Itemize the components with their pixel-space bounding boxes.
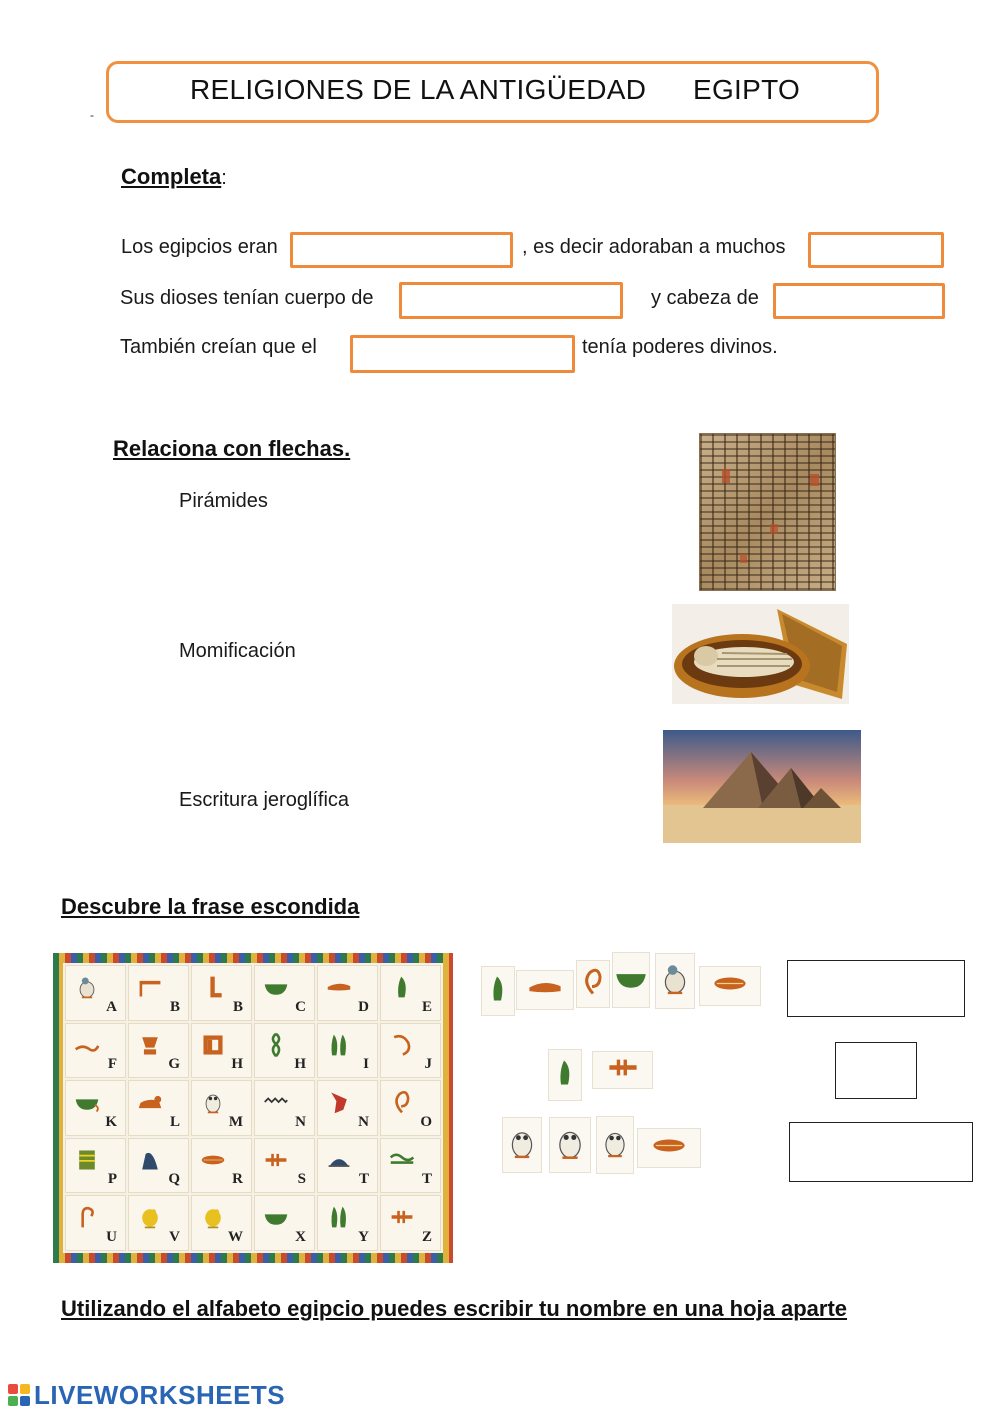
- alphabet-cell: [380, 965, 441, 1021]
- reed-icon: [389, 974, 415, 1000]
- alphabet-cell: [317, 1138, 378, 1194]
- alphabet-cell: [254, 1080, 315, 1136]
- mummy-sarcophagus-image[interactable]: [672, 604, 849, 704]
- answer-field-5[interactable]: [350, 335, 575, 373]
- final-instruction: Utilizando el alfabeto egipcio puedes escribir tu nombre en una hoja aparte: [61, 1296, 848, 1321]
- alphabet-cell: [191, 965, 252, 1021]
- alphabet-letter: Y: [358, 1228, 369, 1245]
- alphabet-letter: U: [106, 1228, 117, 1245]
- alphabet-cell: [128, 1138, 189, 1194]
- vulture-icon: [74, 974, 100, 1000]
- alphabet-letter: J: [424, 1056, 432, 1073]
- bolt-icon: [592, 1051, 653, 1089]
- water-icon: [263, 1089, 289, 1115]
- alphabet-letter: P: [107, 1171, 117, 1188]
- quail-coil-icon: [74, 1204, 100, 1230]
- alphabet-letter: L: [169, 1113, 180, 1130]
- line2-text-a: Sus dioses tenían cuerpo de: [120, 287, 374, 309]
- bread-icon: [326, 1147, 352, 1173]
- completa-heading-row: [121, 164, 227, 190]
- basket-handle-icon: [74, 1089, 100, 1115]
- alphabet-cell: [128, 965, 189, 1021]
- alphabet-letter: R: [232, 1171, 243, 1188]
- alphabet-letter: F: [107, 1056, 117, 1073]
- alphabet-cell: [65, 965, 126, 1021]
- alphabet-cell: [254, 965, 315, 1021]
- basket-icon: [612, 952, 650, 1008]
- alphabet-cell: [380, 1195, 441, 1251]
- descubre-heading: Descubre la frase escondida: [61, 894, 360, 919]
- alphabet-cell: [128, 1080, 189, 1136]
- phrase-answer-2[interactable]: [835, 1042, 917, 1099]
- owl-icon: [502, 1117, 542, 1173]
- pyramids-icon: [663, 730, 861, 843]
- alphabet-cell: [65, 1023, 126, 1079]
- line3-text-a: También creían que el: [120, 336, 317, 358]
- jar-stand-icon: [137, 1032, 163, 1058]
- owl-icon: [200, 1089, 226, 1115]
- alphabet-cell: [317, 1195, 378, 1251]
- hieroglyph-alphabet-chart: [53, 953, 453, 1263]
- mouth-icon: [637, 1128, 701, 1168]
- rope-icon: [576, 960, 610, 1008]
- completa-heading: Completa: [121, 164, 222, 189]
- alphabet-cell: [191, 1080, 252, 1136]
- liveworksheets-brand: LIVEWORKSHEETS: [34, 1380, 286, 1410]
- foot-icon: [137, 974, 163, 1000]
- leg-icon: [200, 974, 226, 1000]
- alphabet-letter: T: [421, 1171, 432, 1188]
- answer-input-3[interactable]: [402, 285, 620, 316]
- hand-icon: [516, 970, 574, 1010]
- alphabet-letter: K: [105, 1113, 117, 1130]
- chick-icon: [137, 1204, 163, 1230]
- alphabet-letter: G: [168, 1056, 180, 1073]
- lion-icon: [137, 1089, 163, 1115]
- alphabet-cell: [380, 1080, 441, 1136]
- tether-icon: [389, 1147, 415, 1173]
- line1-text-b: , es decir adoraban a muchos: [522, 236, 786, 258]
- answer-input-4[interactable]: [776, 286, 942, 316]
- worksheet-title: RELIGIONES DE LA ANTIGÜEDAD: [190, 74, 647, 105]
- stool-icon: [74, 1147, 100, 1173]
- mouth-icon: [699, 966, 761, 1006]
- alphabet-letter: A: [106, 998, 117, 1015]
- bolt-icon: [263, 1147, 289, 1173]
- pyramids-image[interactable]: [663, 730, 861, 843]
- double-reed-icon: [326, 1032, 352, 1058]
- alphabet-letter: Z: [421, 1228, 432, 1245]
- stray-dash: -: [90, 108, 94, 122]
- alphabet-cell: [380, 1138, 441, 1194]
- completa-colon: :: [221, 167, 227, 189]
- owl-icon: [596, 1116, 634, 1174]
- alphabet-letter: H: [231, 1056, 243, 1073]
- match-item-piramides[interactable]: Pirámides: [179, 490, 268, 512]
- line2-text-b: y cabeza de: [651, 287, 759, 309]
- alphabet-cell: [317, 1080, 378, 1136]
- phrase-input-2[interactable]: [836, 1043, 916, 1098]
- alphabet-cell: [65, 1195, 126, 1251]
- hill-icon: [137, 1147, 163, 1173]
- alphabet-letter: T: [358, 1171, 369, 1188]
- alphabet-letter: S: [297, 1171, 306, 1188]
- alphabet-cell: [380, 1023, 441, 1079]
- alphabet-letter: N: [358, 1113, 369, 1130]
- alphabet-letter: H: [294, 1056, 306, 1073]
- alphabet-letter: O: [420, 1113, 432, 1130]
- basket-icon: [263, 974, 289, 1000]
- relaciona-heading: Relaciona con flechas.: [113, 436, 351, 461]
- phrase-input-1[interactable]: [788, 961, 964, 1016]
- match-item-momificacion[interactable]: Momificación: [179, 640, 296, 662]
- hand-icon: [326, 974, 352, 1000]
- answer-field-4[interactable]: [773, 283, 945, 319]
- alphabet-letter: V: [169, 1228, 180, 1245]
- alphabet-cell: [128, 1023, 189, 1079]
- answer-field-2[interactable]: [808, 232, 944, 268]
- line3-text-b: tenía poderes divinos.: [582, 336, 778, 358]
- phrase-answer-1[interactable]: [787, 960, 965, 1017]
- mouth-icon: [200, 1147, 226, 1173]
- alphabet-letter: B: [169, 998, 180, 1015]
- owl-icon: [549, 1117, 591, 1173]
- alphabet-letter: B: [232, 998, 243, 1015]
- alphabet-letter: W: [228, 1228, 243, 1245]
- mummy-icon: [672, 604, 849, 704]
- alphabet-cell: [254, 1138, 315, 1194]
- alphabet-cell: [317, 1023, 378, 1079]
- vulture-icon: [655, 953, 695, 1009]
- liveworksheets-logo-icon: [8, 1384, 30, 1406]
- basket-icon: [263, 1204, 289, 1230]
- cobra-icon: [389, 1032, 415, 1058]
- alphabet-letter: I: [363, 1056, 369, 1073]
- viper-icon: [74, 1032, 100, 1058]
- match-item-escritura[interactable]: Escritura jeroglífica: [179, 789, 350, 811]
- phrase-answer-3[interactable]: [789, 1122, 973, 1182]
- line1-text-a: Los egipcios eran: [121, 236, 278, 258]
- chick-icon: [200, 1204, 226, 1230]
- alphabet-cell: [254, 1023, 315, 1079]
- reed-icon: [548, 1049, 582, 1101]
- alphabet-cell: [191, 1195, 252, 1251]
- answer-input-5[interactable]: [353, 338, 572, 370]
- crown-icon: [326, 1089, 352, 1115]
- answer-field-3[interactable]: [399, 282, 623, 319]
- alphabet-cell: [65, 1080, 126, 1136]
- answer-field-1[interactable]: [290, 232, 513, 268]
- alphabet-letter: M: [228, 1113, 243, 1130]
- alphabet-cell: [65, 1138, 126, 1194]
- alphabet-letter: E: [421, 998, 432, 1015]
- alphabet-letter: C: [295, 998, 306, 1015]
- alphabet-letter: Q: [168, 1171, 180, 1188]
- wick-icon: [263, 1032, 289, 1058]
- alphabet-cell: [191, 1138, 252, 1194]
- courtyard-icon: [200, 1032, 226, 1058]
- alphabet-cell: [191, 1023, 252, 1079]
- phrase-input-3[interactable]: [790, 1123, 972, 1181]
- double-reed-icon: [326, 1204, 352, 1230]
- alphabet-cell: [317, 965, 378, 1021]
- papyrus-hieroglyphs-image[interactable]: [699, 433, 836, 591]
- alphabet-cell: [254, 1195, 315, 1251]
- bolt-icon: [389, 1204, 415, 1230]
- rope-icon: [389, 1089, 415, 1115]
- papyrus-glyphs-icon: [700, 434, 837, 592]
- alphabet-letter: D: [358, 998, 369, 1015]
- alphabet-letter: X: [295, 1228, 306, 1245]
- answer-input-1[interactable]: [293, 235, 510, 265]
- alphabet-cell: [128, 1195, 189, 1251]
- worksheet-subtitle: EGIPTO: [693, 74, 801, 105]
- alphabet-letter: N: [295, 1113, 306, 1130]
- answer-input-2[interactable]: [811, 235, 941, 265]
- reed-icon: [481, 966, 515, 1016]
- alphabet-grid: [63, 963, 443, 1253]
